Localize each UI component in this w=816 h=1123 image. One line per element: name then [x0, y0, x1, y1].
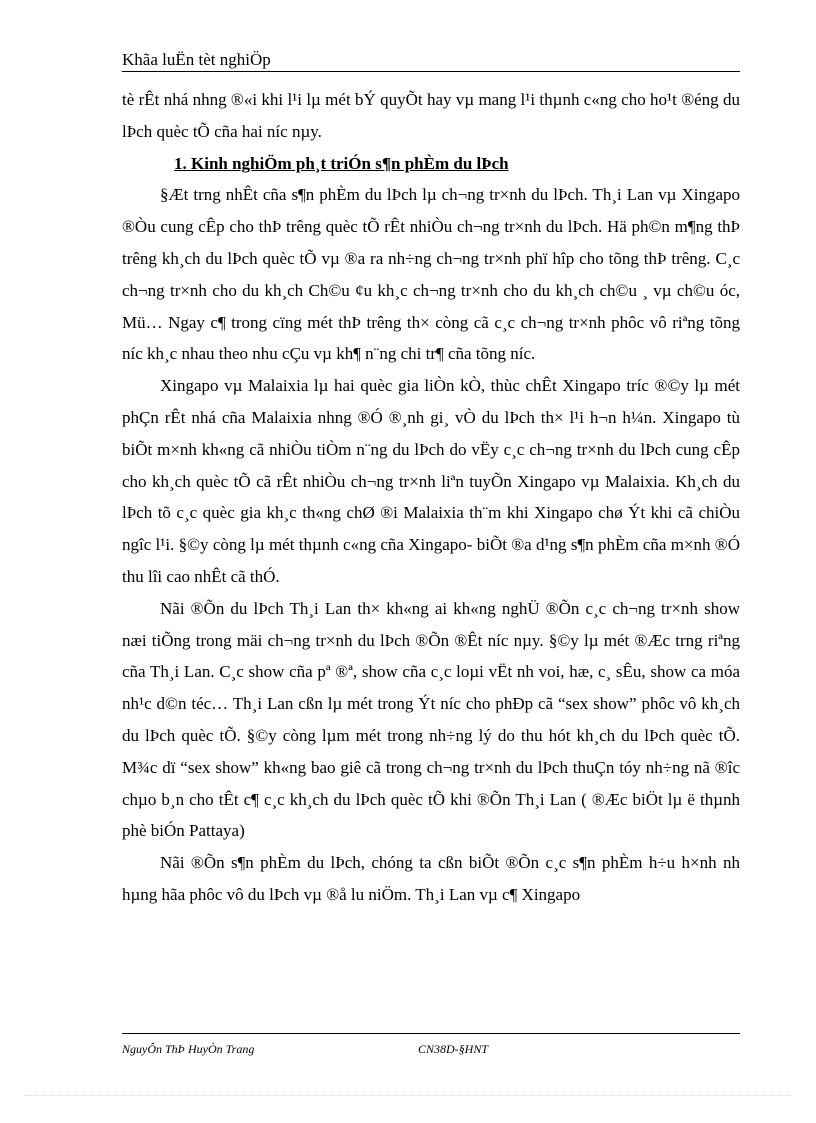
page-edge-dotted-line: [24, 1095, 792, 1096]
section-heading: 1. Kinh nghiÖm ph¸t triÓn s¶n phÈm du lÞch: [174, 153, 509, 173]
footer-divider: [122, 1033, 740, 1034]
intro-paragraph: tè rÊt nhá nhng ®«i khi l¹i lµ mét bÝ quyÕt hay vµ mang l¹i thµnh c«ng cho ho¹t ®éng du lÞch quèc tÕ cña hai níc nµy.: [122, 90, 740, 141]
body-text: [122, 84, 740, 911]
running-header: Khãa luËn tèt nghiÖp: [122, 50, 271, 69]
footer-author: NguyÔn ThÞ HuyÒn Trang: [122, 1042, 255, 1056]
paragraph-3: Nãi ®Õn du lÞch Th¸i Lan th× kh«ng ai kh«ng nghÜ ®Õn c¸c ch¬ng tr×nh show næi tiÕng trong mäi ch¬ng tr×nh du lÞch ®Õn ®Êt níc nµy. §©y lµ mét ®Æc trng riªng cña Th¸i Lan. C¸c show cña pª ®ª, show cña c¸c loµi vËt nh voi, hæ, c¸ sÊu, show ca móa nh¹c d©n téc… Th¸i Lan cßn lµ mét trong Ýt níc cho phÐp cã “sex show” phôc vô kh¸ch du lÞch quèc tÕ. §©y còng lµm mét trong nh÷ng lý do thu hót kh¸ch du lÞch quèc tÕ. M¾c dï “sex show” kh«ng bao giê cã trong ch¬ng tr×nh du lÞch thuÇn tóy nh÷ng nã ®îc chµo b¸n cho tÊt c¶ c¸c kh¸ch du lÞch quèc tÕ khi ®Õn Th¸i Lan ( ®Æc biÖt lµ ë thµnh phè biÓn Pattaya): [122, 598, 740, 841]
footer-class-code: CN38D-§HNT: [418, 1042, 489, 1056]
header-divider: [122, 71, 740, 72]
paragraph-2: Xingapo vµ Malaixia lµ hai quèc gia liÒn kÒ, thùc chÊt Xingapo tríc ®©y lµ mét phÇn rÊt nhá cña Malaixia nhng ®Ó ®¸nh gi¸ vÒ du lÞch th× l¹i h¬n h¼n. Xingapo tù biÕt m×nh kh«ng cã nhiÒu tiÒm n¨ng du lÞch do vËy c¸c ch¬ng tr×nh du lÞch cung cÊp cho kh¸ch quèc tÕ cã rÊt nhiÒu ch¬ng tr×nh liªn tuyÕn Xingapo vµ Malaixia. Kh¸ch du lÞch tõ c¸c quèc gia kh¸c th«ng chØ ®i Malaixia th¨m khi Xingapo chø Ýt khi cã chiÒu ngîc l¹i. §©y còng lµ mét thµnh c«ng cña Xingapo- biÕt ®a d¹ng s¶n phÈm cña m×nh ®Ó thu lîi cao nhÊt cã thÓ.: [122, 376, 740, 586]
paragraph-1: §Æt trng nhÊt cña s¶n phÈm du lÞch lµ ch¬ng tr×nh du lÞch. Th¸i Lan vµ Xingapo ®Òu cung cÊp cho thÞ trêng quèc tÕ rÊt nhiÒu ch¬ng tr×nh du lÞch. Hä ph©n m¶ng thÞ trêng kh¸ch du lÞch quèc tÕ vµ ®a ra nh÷ng ch¬ng tr×nh phï hîp cho tõng thÞ trêng. C¸c ch¬ng tr×nh cho du kh¸ch Ch©u ¢u kh¸c ch¬ng tr×nh cho du kh¸ch ch©u ¸ vµ ch©u óc, Mü… Ngay c¶ trong cïng mét thÞ trêng th× còng cã c¸c ch¬ng tr×nh phôc vô riªng tõng níc kh¸c nhau theo nhu cÇu vµ kh¶ n¨ng chi tr¶ cña tõng níc.: [122, 185, 740, 364]
paragraph-4: Nãi ®Õn s¶n phÈm du lÞch, chóng ta cßn biÕt ®Õn c¸c s¶n phÈm h÷u h×nh nh hµng hãa phôc vô du lÞch vµ ®å lu niÖm. Th¸i Lan vµ c¶ Xingapo: [122, 853, 740, 904]
